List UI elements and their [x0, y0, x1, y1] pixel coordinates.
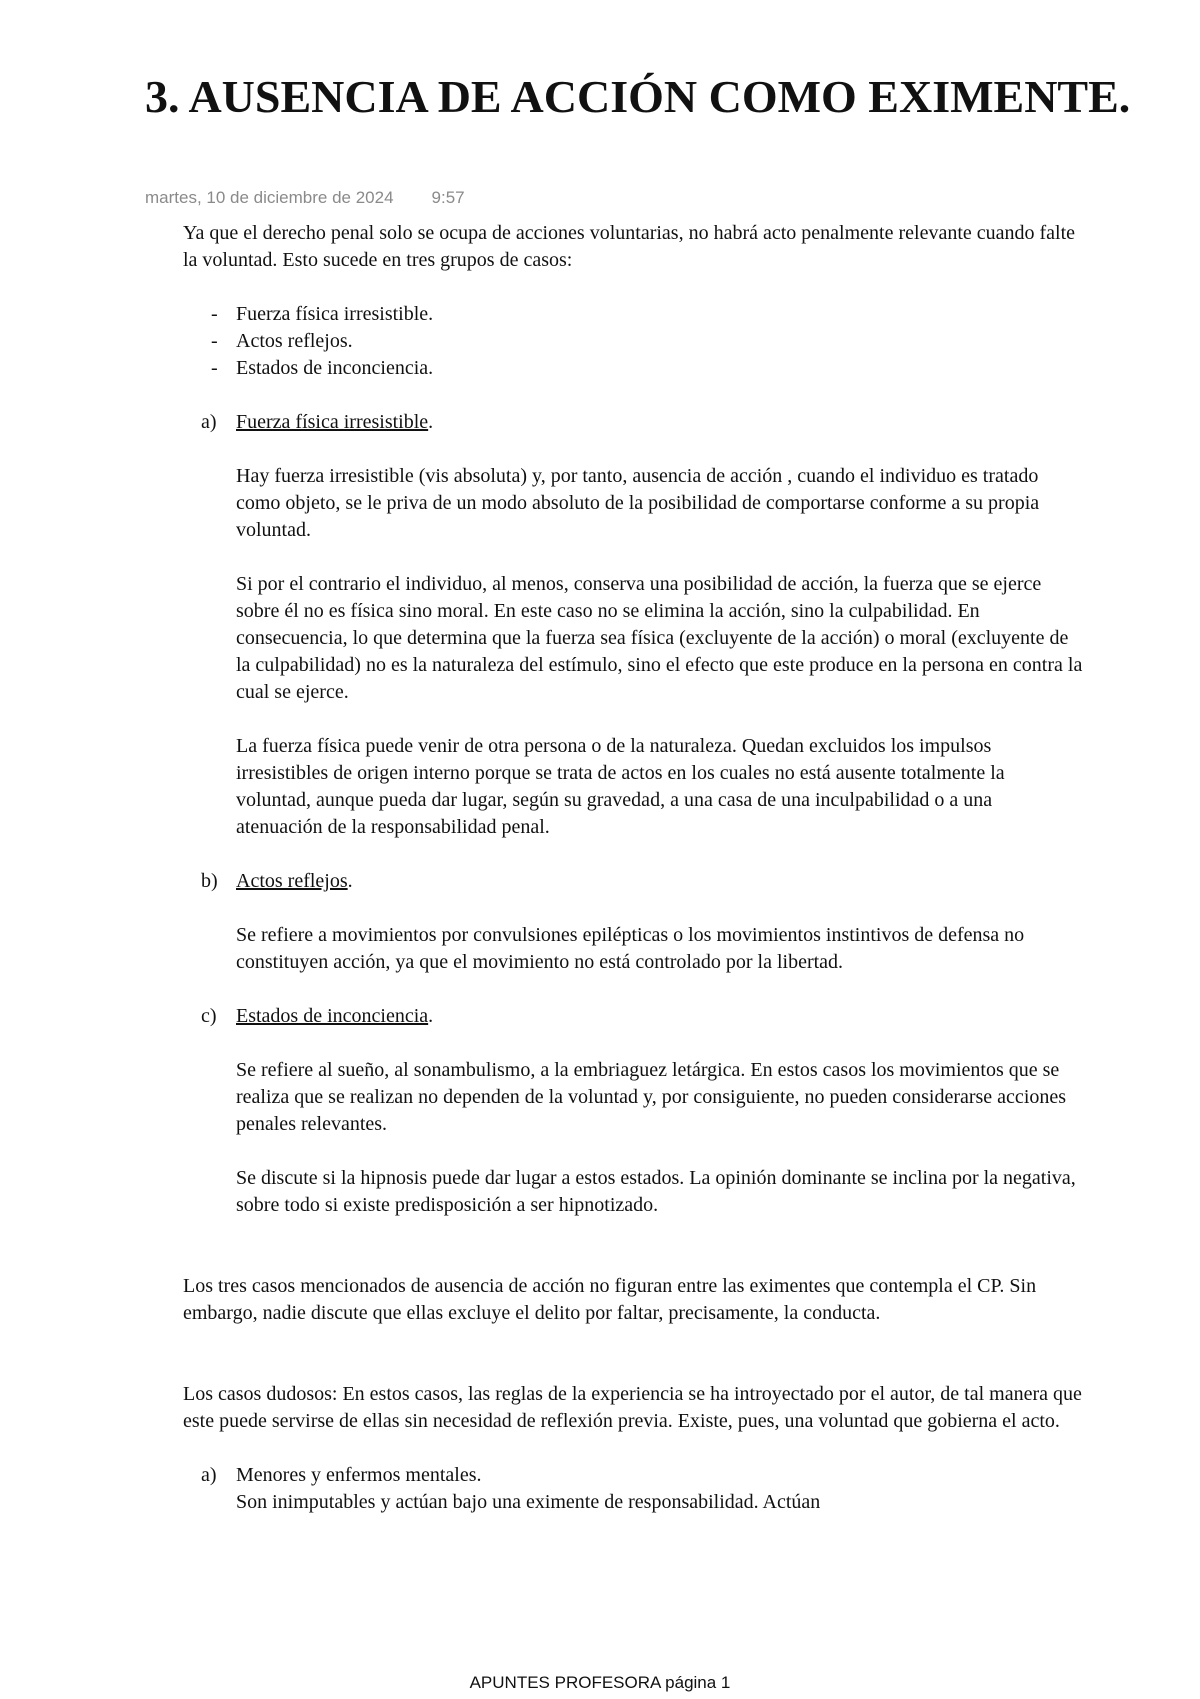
- section-paragraph: Se refiere al sueño, al sonambulismo, a la embriaguez letárgica. En estos casos los movimientos que se realiza que se realizan no dependen de la voluntad y, por consiguiente, no pueden considerarse acciones penales relevantes.: [236, 1059, 1067, 1135]
- section-paragraph: Son inimputables y actúan bajo una eximente de responsabilidad. Actúan: [236, 1491, 821, 1513]
- section-paragraph: Se discute si la hipnosis puede dar lugar a estos estados. La opinión dominante se inclina por la negativa, sobre todo si existe predisposición a ser hipnotizado.: [236, 1167, 1076, 1216]
- section-paragraph: La fuerza física puede venir de otra persona o de la naturaleza. Quedan excluidos los impulsos irresistibles de origen interno porque se trata de actos en los cuales no está ausente totalmente la voluntad, aunque pueda dar lugar, según su gravedad, a una casa de una inculpabilidad o a una atenuación de la responsabilidad penal.: [236, 735, 1005, 838]
- section-paragraph: Hay fuerza irresistible (vis absoluta) y, por tanto, ausencia de acción , cuando el individuo es tratado como objeto, se le priva de un modo absoluto de la posibilidad de comportarse conforme a su propia voluntad.: [236, 465, 1040, 541]
- section-heading-inconciencia: c) Estados de inconciencia.: [183, 1003, 1083, 1030]
- section-marker: b): [201, 870, 218, 892]
- page-body: [183, 220, 1083, 1516]
- section-paragraph: Se refiere a movimientos por convulsiones epilépticas o los movimientos instintivos de defensa no constituyen acción, ya que el movimiento no está controlado por la libertad.: [236, 924, 1025, 973]
- section-paragraph: Si por el contrario el individuo, al menos, conserva una posibilidad de acción, la fuerza que se ejerce sobre él no es física sino moral. En este caso no se elimina la acción, sino la culpabilidad. En consecuencia, lo que determina que la fuerza sea física (excluyente de la acción) o moral (excluyente de la culpabilidad) no es la naturaleza del estímulo, sino el efecto que este produce en la persona en contra la cual se ejerce.: [236, 573, 1083, 703]
- footer-page-number: página 1: [665, 1673, 731, 1692]
- section-heading-text: Estados de inconciencia: [236, 1005, 429, 1027]
- section-heading-reflejos: b) Actos reflejos.: [183, 868, 1083, 895]
- cases-list: [183, 301, 1083, 382]
- section-heading-text: Actos reflejos: [236, 870, 348, 892]
- page-metadata: [145, 188, 465, 208]
- page-title: 3. AUSENCIA DE ACCIÓN COMO EXIMENTE.: [145, 71, 1131, 122]
- page-footer: [0, 1673, 1200, 1693]
- section-heading-menores: [183, 1462, 1083, 1489]
- section-marker: a): [201, 1464, 217, 1486]
- list-item: - Actos reflejos.: [183, 328, 1083, 355]
- section-heading-text: Menores y enfermos mentales.: [236, 1464, 482, 1486]
- section-heading-fuerza: a) Fuerza física irresistible.: [183, 409, 1083, 436]
- page-date: martes, 10 de diciembre de 2024: [145, 188, 394, 207]
- intro-paragraph: Ya que el derecho penal solo se ocupa de acciones voluntarias, no habrá acto penalmente relevante cuando falte la voluntad. Esto sucede en tres grupos de casos:: [183, 222, 1076, 271]
- casos-dudosos-paragraph: Los casos dudosos: En estos casos, las reglas de la experiencia se ha introyectado por el autor, de tal manera que este puede servirse de ellas sin necesidad de reflexión previa. Existe, pues, una voluntad que gobierna el acto.: [183, 1383, 1082, 1432]
- section-marker: a): [201, 411, 217, 433]
- page-time: 9:57: [431, 188, 465, 207]
- list-item: - Estados de inconciencia.: [183, 355, 1083, 382]
- tres-casos-paragraph: Los tres casos mencionados de ausencia de acción no figuran entre las eximentes que contempla el CP. Sin embargo, nadie discute que ellas excluye el delito por faltar, precisamente, la conducta.: [183, 1275, 1037, 1324]
- section-marker: c): [201, 1005, 217, 1027]
- footer-label: APUNTES PROFESORA: [469, 1673, 661, 1692]
- section-heading-text: Fuerza física irresistible: [236, 411, 429, 433]
- list-item: - Fuerza física irresistible.: [183, 301, 1083, 328]
